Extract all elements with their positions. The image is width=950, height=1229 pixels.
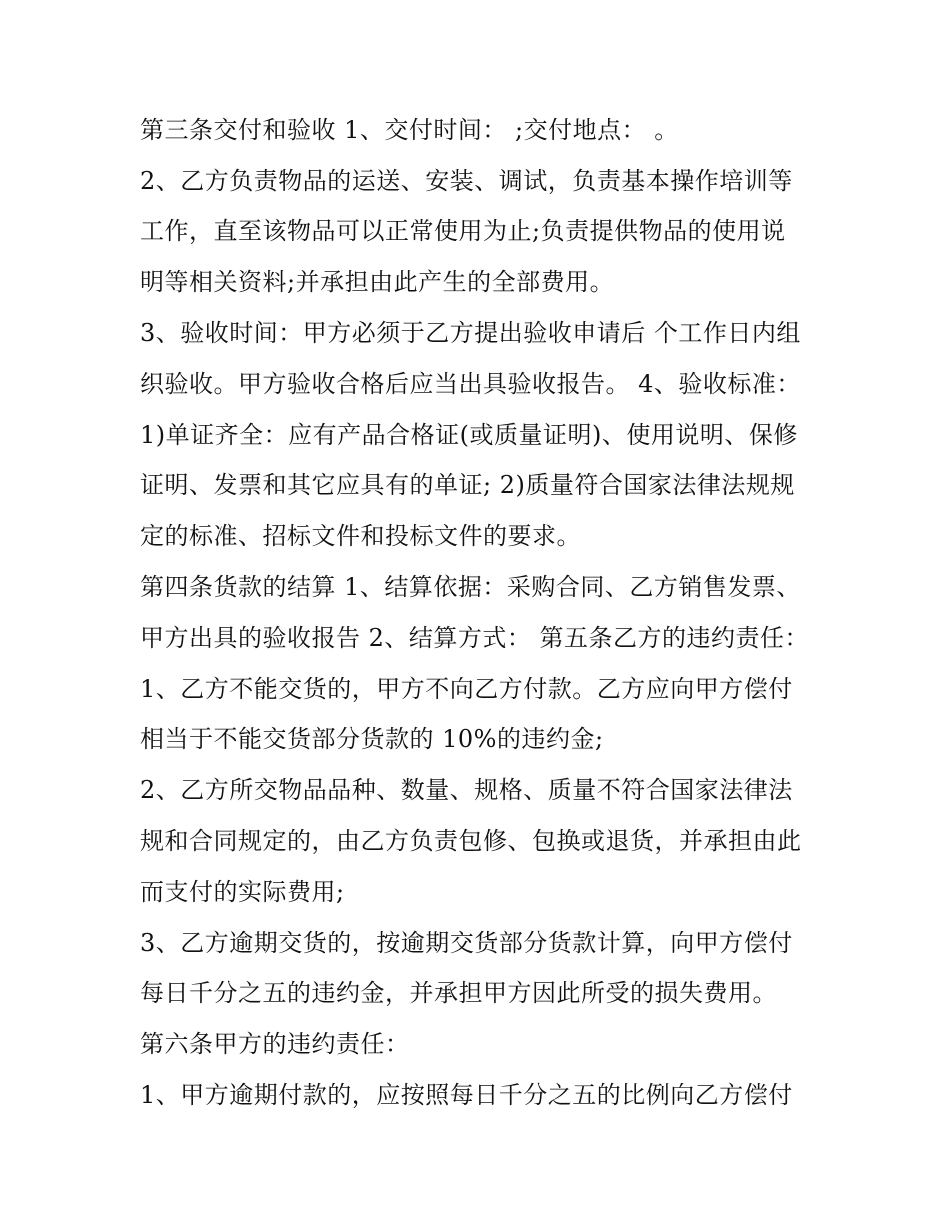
text-line-2: 2、乙方负责物品的运送、安装、调试，负责基本操作培训等	[140, 167, 793, 195]
text-line-19: 第六条甲方的违约责任：	[140, 1030, 410, 1058]
text-line-3: 工作，直至该物品可以正常使用为止;负责提供物品的使用说	[140, 217, 786, 245]
text-line-14: 2、乙方所交物品品种、数量、规格、质量不符合国家法律法	[140, 776, 793, 804]
text-line-9: 定的标准、招标文件和投标文件的要求。	[140, 522, 581, 550]
text-line-15: 规和合同规定的，由乙方负责包修、包换或退货，并承担由此	[140, 827, 802, 855]
text-line-10: 第四条货款的结算 1、结算依据：采购合同、乙方销售发票、	[140, 573, 801, 601]
text-line-7: 1)单证齐全：应有产品合格证(或质量证明)、使用说明、保修	[140, 421, 798, 449]
text-line-17: 3、乙方逾期交货的，按逾期交货部分货款计算，向甲方偿付	[140, 929, 793, 957]
text-line-1: 第三条交付和验收 1、交付时间： ;交付地点： 。	[140, 116, 679, 144]
text-line-11: 甲方出具的验收报告 2、结算方式： 第五条乙方的违约责任：	[140, 624, 810, 652]
text-line-4: 明等相关资料;并承担由此产生的全部费用。	[140, 268, 615, 296]
text-line-8: 证明、发票和其它应具有的单证; 2)质量符合国家法律法规规	[140, 471, 795, 499]
text-line-5: 3、验收时间：甲方必须于乙方提出验收申请后 个工作日内组	[140, 319, 801, 347]
text-line-18: 每日千分之五的违约金，并承担甲方因此所受的损失费用。	[140, 979, 777, 1007]
text-line-16: 而支付的实际费用;	[140, 878, 345, 906]
text-line-20: 1、甲方逾期付款的，应按照每日千分之五的比例向乙方偿付	[140, 1081, 793, 1109]
text-line-12: 1、乙方不能交货的，甲方不向乙方付款。乙方应向甲方偿付	[140, 675, 793, 703]
text-line-6: 织验收。甲方验收合格后应当出具验收报告。 4、验收标准：	[140, 370, 801, 398]
text-line-13: 相当于不能交货部分货款的 10%的违约金;	[140, 725, 604, 753]
